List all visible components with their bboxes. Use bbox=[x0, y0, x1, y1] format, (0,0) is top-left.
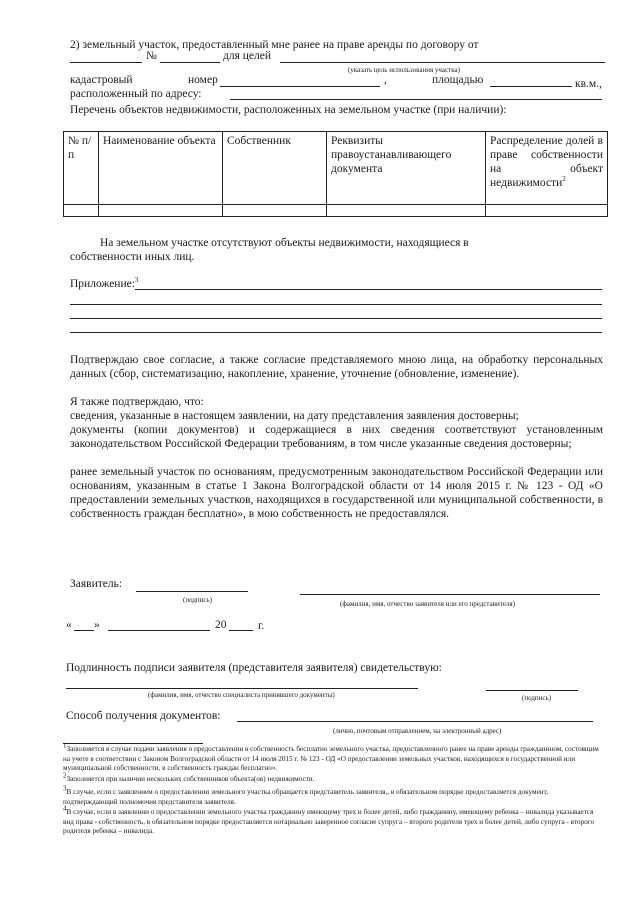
footnote-1: $^1$Заполняется в случае подачи заявления о предоставлении в собственность бесплатно земельного участка, предоставленного ранее на праве аренды гражданином, состоящим на учете в соответствии с Законом Волгоградской области от 14 июля 2015 г. № 123 - ОД «О предоставлении земельных участков, находящихся в государственной или муниципальной собственности, в собственность граждан бесплатно». bbox=[63, 741, 599, 772]
footnote-3: $^3$В случае, если с заявлением о предоставлении земельного участка обращается представитель заявителя,, в обязательном порядке предоставляется документ, подтверждающий полномочия представителя заявителя. bbox=[63, 784, 549, 806]
header-number: № п/п bbox=[64, 132, 99, 205]
absence-text-line1: На земельном участке отсутствуют объекты недвижимости, находящиеся в bbox=[100, 237, 469, 249]
table-cell[interactable] bbox=[99, 205, 223, 217]
year-prefix: 20 bbox=[215, 619, 227, 631]
table-row bbox=[64, 205, 608, 217]
delivery-label: Способ получения документов: bbox=[66, 710, 221, 722]
specialist-signature-hint: (подпись) bbox=[522, 694, 552, 702]
date-day-field[interactable] bbox=[74, 630, 94, 631]
appendix-label: Приложение:$^3$ bbox=[70, 276, 139, 290]
header-title-document: Реквизиты правоустанавливающего документа bbox=[327, 132, 486, 205]
header-owner: Собственник bbox=[223, 132, 327, 205]
objects-heading: Перечень объектов недвижимости, расположенных на земельном участке (при наличии): bbox=[70, 104, 507, 116]
specialist-name-hint: (фамилия, имя, отчество специалиста принявшего документы) bbox=[148, 691, 335, 699]
table-cell[interactable] bbox=[327, 205, 486, 217]
footnote-2-mark: 2 bbox=[562, 175, 566, 184]
specialist-signature-field[interactable] bbox=[486, 690, 578, 691]
contract-no-sign: № bbox=[146, 50, 157, 62]
header-object-name: Наименование объекта bbox=[99, 132, 223, 205]
confirm-item-1: сведения, указанные в настоящем заявлении, на дату представления заявления достоверны; bbox=[70, 410, 519, 422]
applicant-signature-field[interactable] bbox=[136, 591, 248, 592]
appendix-line[interactable] bbox=[70, 318, 602, 319]
footnote-4: $^4$В случае, если в заявлении о предоставлении земельного участка гражданину имеющему трех и более детей, либо гражданину, имеющему ребенка – инвалида указывается вид права - собственность, в обязательном порядке предоставляется нотариально заверенное согласие супруга – второго родителя трех и более детей, либо супруга - второго родителя ребенка – инвалида. bbox=[63, 804, 595, 835]
objects-table bbox=[63, 131, 608, 217]
area-unit: кв.м., bbox=[575, 78, 602, 90]
specialist-name-field[interactable] bbox=[66, 688, 418, 689]
purpose-field[interactable] bbox=[280, 62, 605, 63]
appendix-line[interactable] bbox=[70, 304, 602, 305]
table-cell[interactable] bbox=[223, 205, 327, 217]
delivery-hint: (лично, почтовым отправлением, на электронный адрес) bbox=[333, 727, 502, 735]
signature-hint: (подпись) bbox=[183, 596, 213, 604]
address-label: расположенный по адресу: bbox=[70, 88, 202, 100]
comma: , bbox=[384, 74, 387, 86]
table-header-row bbox=[64, 132, 608, 205]
appendix-line[interactable] bbox=[135, 289, 602, 290]
table-cell[interactable] bbox=[64, 205, 99, 217]
table-cell[interactable] bbox=[486, 205, 608, 217]
purpose-hint: (указать цель использования участка) bbox=[348, 66, 460, 74]
contract-number-field[interactable] bbox=[160, 62, 220, 63]
appendix-line[interactable] bbox=[70, 332, 602, 333]
item2-line1: 2) земельный участок, предоставленный мне ранее на праве аренды по договору от bbox=[70, 39, 479, 51]
address-field[interactable] bbox=[230, 99, 602, 100]
cadastral-number-field[interactable] bbox=[220, 86, 380, 87]
footnote-separator bbox=[63, 743, 203, 744]
area-label: площадью bbox=[432, 74, 484, 86]
date-close-quote: » bbox=[94, 619, 100, 631]
area-field[interactable] bbox=[490, 86, 572, 87]
cadastral-label: кадастровый bbox=[70, 74, 133, 86]
confirm-item-2: документы (копии документов) и содержащиеся в них сведения соответствуют установленным законодательством Российской Федерации требованиям, в том числе указанные сведения достоверны; bbox=[70, 424, 603, 450]
date-open-quote: « bbox=[66, 619, 72, 631]
authenticity-label: Подлинность подписи заявителя (представителя заявителя) свидетельствую: bbox=[66, 662, 442, 674]
confirm-intro: Я также подтверждаю, что: bbox=[70, 396, 204, 408]
footnote-3-mark: 3 bbox=[134, 276, 139, 285]
confirm-item-3: ранее земельный участок по основаниям, предусмотренным законодательством Российской Федерации или основаниям, указанным в статье 1 Закона Волгоградской области от 14 июля 2015 г. № 123 - ОД «О предоставлении земельных участков, находящихся в государственной или муниципальной собственности, в собственность граждан бесплатно», в мою собственность не предоставлялся. bbox=[70, 466, 603, 520]
applicant-name-field[interactable] bbox=[300, 594, 600, 595]
applicant-name-hint: (фамилия, имя, отчество заявителя или его представителя) bbox=[340, 600, 515, 608]
contract-date-field[interactable] bbox=[70, 62, 142, 63]
date-year-field[interactable] bbox=[229, 630, 253, 631]
year-suffix: г. bbox=[258, 620, 265, 632]
delivery-method-field[interactable] bbox=[237, 721, 593, 722]
absence-text-line2: собственности иных лиц. bbox=[70, 251, 195, 263]
purpose-label: для целей bbox=[223, 50, 272, 62]
header-share-distribution: Распределение долей в праве собственности на объект недвижимости$^2$ bbox=[486, 132, 608, 205]
number-label: номер bbox=[188, 74, 218, 86]
consent-text: Подтверждаю свое согласие, а также согласие представляемого мною лица, на обработку персональных данных (сбор, систематизацию, накопление, хранение, уточнение (обновление, изменение). bbox=[70, 354, 603, 380]
date-month-field[interactable] bbox=[108, 630, 210, 631]
footnote-2: $^2$Заполняется при наличии нескольких собственников объекта(ов) недвижимости. bbox=[63, 771, 315, 783]
applicant-label: Заявитель: bbox=[70, 578, 123, 590]
